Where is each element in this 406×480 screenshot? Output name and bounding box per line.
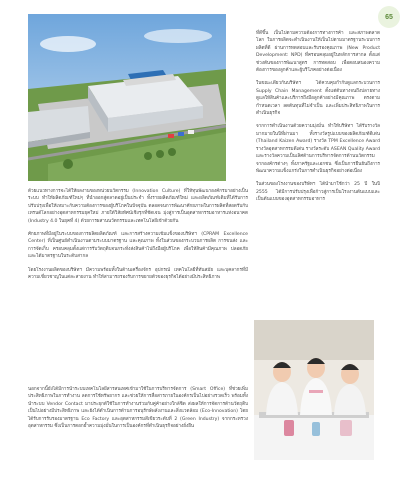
paragraph: ศักยภาพที่มีอยู่ในระบบของการผลิตผลิตภัณฑ์ และการสร้างความเข้มแข็งของบริษัทฯ (CPRAM Excellence Center) ที่เป็นศูนย์ดำเนินงานตามระบบมาตรฐาน และคุณภาพ ทั้งในส่วนของกระบวนการผลิต การขนส่ง และการจัดเก็บ ครอบคลุมตั้งแต่การรับวัตถุดิบจนกระทั่งส่งสินค้าไปถึงมือผู้บริโภค เพื่อให้สินค้ามีคุณภาพ ปลอดภัย และได้มาตรฐานในระดับสากล	[28, 232, 248, 260]
paragraph: จากการดำเนินงานด้วยความมุ่งมั่น ทำให้บริษัทฯ ได้รับรางวัลมากมายในปีที่ผ่านมา ทั้งรางวัลรูปแบบของผลิตภัณฑ์ดีเด่น (Thailand Kaizen Award) รางวัล TPM Excellence Award รางวัลอุตสาหกรรมดีเด่น รางวัลระดับ ASEAN Quality Award และรางวัลความเป็นเลิศด้านการบริหารจัดการด้านนวัตกรรมจากองค์กรต่างๆ ทั้งภาครัฐและเอกชน ซึ่งเป็นการยืนยันถึงการพัฒนาความแข็งแกร่งในการดำเนินธุรกิจอย่างต่อเนื่อง	[256, 124, 380, 174]
factory-aerial-illustration	[28, 14, 226, 181]
paragraph: ในขณะเดียวกันบริษัทฯ ได้ควบคุมกำกับดูแลกระบวนการ Supply Chain Management ตั้งแต่ต้นทางจนถึงปลายทาง ดูแลให้สินค้าและบริการถึงมือลูกค้าอย่างมีคุณภาพ ตรงตามกำหนดเวลา ลดต้นทุนที่ไม่จำเป็น และเพิ่มประสิทธิภาพในการดำเนินธุรกิจ	[256, 81, 380, 117]
left-text-column	[28, 188, 248, 287]
right-text-column	[256, 30, 380, 210]
paragraph: นอกจากนี้ยังได้มีการนำระบบเทคโนโลยีสารสนเทศเข้ามาใช้ในการบริหารจัดการ (Smart Office) ที่ช่วยเพิ่มประสิทธิภาพในการทำงาน ลดการใช้ทรัพยากร และช่วยให้การสื่อสารภายในองค์กรเป็นไปอย่างรวดเร็ว พร้อมทั้งนำระบบ Vendor Contact มาประยุกต์ใช้ในการทำงานร่วมกับคู่ค้าอย่างใกล้ชิด ส่งผลให้การจัดการด้านวัตถุดิบเป็นไปอย่างมีประสิทธิภาพ และยังได้ดำเนินการด้านการอนุรักษ์พลังงานและสิ่งแวดล้อม (Eco-Innovation) โดยได้รับการรับรองมาตรฐาน Eco Factory และอุตสาหกรรมสีเขียวระดับที่ 2 (Green Industry) จากกระทรวงอุตสาหกรรม ซึ่งเป็นการตอกย้ำความมุ่งมั่นในการเป็นองค์กรที่ดำเนินธุรกิจอย่างยั่งยืน	[28, 387, 248, 430]
page-number: 65	[378, 6, 400, 28]
paragraph: ในส่วนของโรงงานของบริษัทฯ ได้นำมาใช้กว่า 25 ปี ในปี 2555 ได้มีการปรับปรุงเพื่อก้าวสู่การเป็นโรงงานต้นแบบและเป็นต้นแบบของอุตสาหกรรมอาหาร	[256, 182, 380, 203]
factory-aerial-photo	[28, 14, 226, 181]
paragraph: ที่ดีขึ้น เป็นไปตามความต้องการทางการค้า และสภาพตลาดโลก ในการผลิตจะดำเนินงานให้เป็นไปตามมาตรฐานระบบการผลิตที่ดี ผ่านการทดสอบและรับรองคุณภาพ (New Product Development: NPD) ที่ครอบคลุมอยู่ในหลักการสากล ตั้งแต่ช่วงต้นของการพัฒนาสูตร การทดสอบ เพื่อตอบสนองความต้องการของลูกค้าและผู้บริโภคอย่างต่อเนื่อง	[256, 31, 380, 74]
bottom-text-block	[28, 386, 248, 430]
laboratory-illustration	[254, 320, 374, 460]
laboratory-staff-photo	[254, 320, 374, 460]
paragraph: ด้วยแนวทางการจะได้ให้ผลงานของหน่วยนวัตกรรม (Innovation Culture) ที่ให้ทุนพัฒนาองค์กรมาอย่างเป็นระบบ ทำให้ผลิตภัณฑ์ใหม่ๆ ที่นำออกสู่ตลาดอยู่เป็นประจำ ทั้งรายผลิตภัณฑ์ใหม่ และผลิตภัณฑ์เดิมที่ได้รับการปรับปรุงเพื่อให้เหมาะกับความต้องการของผู้บริโภคในปัจจุบัน ตลอดจนการพัฒนาศักยภาพในการผลิตที่สอดรับกับเทรนด์โลกอย่างอุตสาหกรรมยุคใหม่ ภายใต้วิสัยทัศน์เชิงรุกที่ชัดเจน มุ่งสู่การเป็นอุตสาหกรรมอาหารแห่งอนาคต (Industry 4.0 ในยุคที่ 4) ด้วยการผสานนวัตกรรมและเทคโนโลยีเข้าด้วยกัน	[28, 189, 248, 224]
paragraph: โดยโรงงานผลิตของบริษัทฯ มีความพร้อมทั้งในด้านเครื่องจักร อุปกรณ์ เทคโนโลยีที่ทันสมัย และบุคลากรที่มีความเชี่ยวชาญในแต่ละสายงาน ทำให้สามารถรองรับการขยายตัวของธุรกิจได้อย่างมีประสิทธิภาพ	[28, 267, 248, 281]
